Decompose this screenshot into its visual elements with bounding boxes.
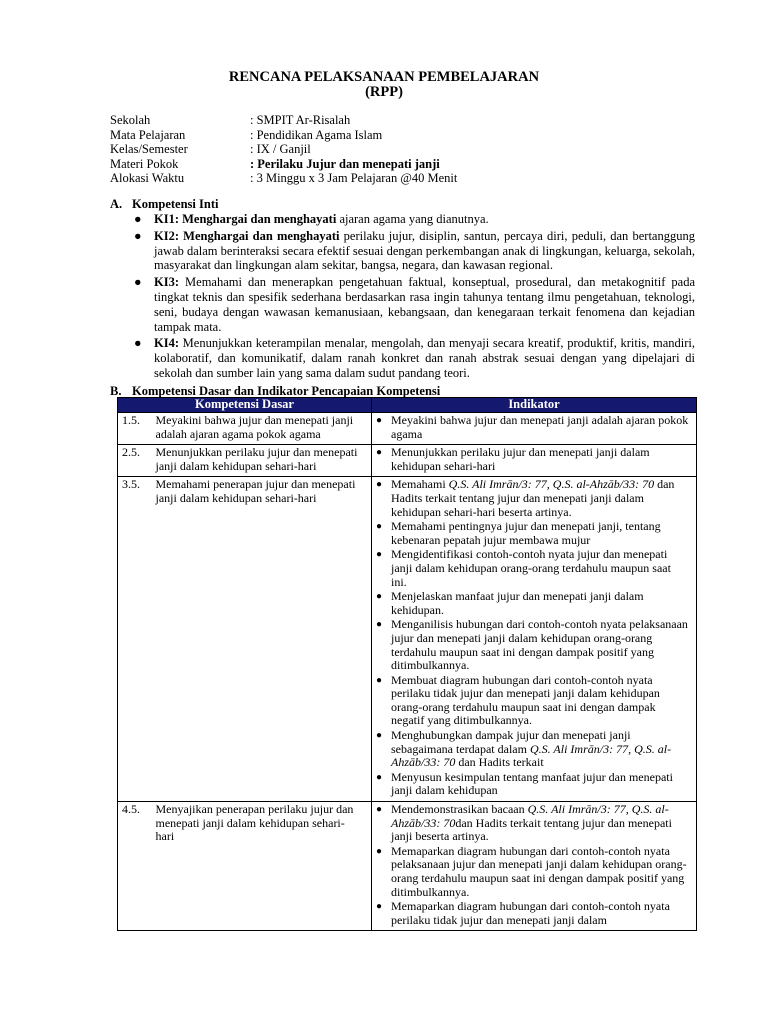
indikator-item [376,618,693,672]
indikator-item [376,590,693,617]
ki-text: ajaran agama yang dianutnya. [336,212,489,226]
ki-head: KI1: Menghargai dan menghayati [154,212,337,226]
bullet-icon: ● [376,619,383,631]
info-label: Alokasi Waktu [110,171,185,186]
table-row [118,802,697,931]
indikator-text: Menghubungkan dampak jujur dan menepati janji sebagaimana terdapat dalam [391,728,631,756]
info-label: Sekolah [110,113,151,127]
surah-reference: Q.S. Ali Imrān/3: 77, Q.S. al-Ahzāb/33: 70 [391,802,669,830]
surah-reference: Q.S. Ali Imrān/3: 77, Q.S. al-Ahzāb/33: 70 [448,477,655,492]
section-letter: B. [110,384,122,398]
indikator-text: dan Hadits terkait tentang jujur dan menepati janji beserta artinya. [391,815,672,844]
indikator-item [376,520,693,547]
indikator-text: Menyusun kesimpulan tentang manfaat jujur dan menepati janji dalam kehidupan [391,769,673,798]
indikator-item [376,414,693,441]
ki-head: KI2: Menghargai dan menghayati [154,228,340,243]
table-header-row [118,398,697,413]
info-value: : 3 Minggu x 3 Jam Pelajaran @40 Menit [250,171,458,186]
indikator-item [376,446,693,473]
indikator-list [376,478,693,798]
bullet-icon: ● [376,591,383,603]
kd-number: 1.5. [118,413,152,445]
indikator-text: Meyakini bahwa jujur dan menepati janji adalah ajaran pokok agama [391,413,689,441]
bullet-icon: ● [376,479,383,491]
section-a-heading [110,197,218,212]
bullet-icon: ● [376,447,383,459]
indikator-text: Mengidentifikasi contoh-contoh nyata jujur dan menepati janji dalam kehidupan orang-orang terdahulu maupun saat ini. [391,547,671,589]
ki-item [132,212,695,227]
bullet-icon: ● [376,901,383,913]
identity-block [110,113,457,186]
info-row-kelas-semester [110,142,457,157]
header-indikator: Indikator [372,398,697,413]
indikator-text: dan Hadits terkait tentang jujur dan menepati janji dalam kehidupan sehari-hari beserta artinya. [391,477,675,519]
indikator-list [376,803,693,927]
document-title: RENCANA PELAKSANAAN PEMBELAJARAN [228,69,540,85]
indikator-cell [372,802,697,931]
bullet-icon: ● [376,730,383,742]
bullet-icon: ● [376,549,383,561]
table-body [118,413,697,931]
kd-text: Menyajikan penerapan perilaku jujur dan menepati janji dalam kehidupan sehari-hari [152,802,372,931]
indikator-text: Memahami [391,477,449,492]
section-letter: A. [110,197,123,211]
info-value: : Pendidikan Agama Islam [250,127,383,142]
info-value: : IX / Ganjil [250,142,311,157]
kd-text: Menunjukkan perilaku jujur dan menepati janji dalam kehidupan sehari-hari [152,445,372,477]
ki-text: Menunjukkan keterampilan menalar, mengolah, dan menyaji secara kreatif, produktif, kritis, mandiri, kolaboratif, dan komunikatif, dalam ranah konkret dan ranah abstrak sesuai dengan yang dipelajari di sekolah dan sumber lain yang sama dalam sudut pandang teori. [154,336,695,380]
bullet-icon: ● [134,212,142,226]
table-row [118,413,697,445]
info-row-alokasi-waktu [110,171,457,186]
header-kompetensi-dasar: Kompetensi Dasar [118,398,372,413]
kd-text: Meyakini bahwa jujur dan menepati janji adalah ajaran agama pokok agama [152,413,372,445]
bullet-icon: ● [134,228,142,243]
section-title: Kompetensi Inti [132,197,219,211]
indikator-text: Menunjukkan perilaku jujur dan menepati janji dalam kehidupan sehari-hari [391,445,650,473]
kd-number: 2.5. [118,445,152,477]
indikator-item [376,729,693,770]
info-row-sekolah [110,113,457,128]
info-row-materi-pokok [110,157,457,172]
info-row-mata-pelajaran [110,128,457,143]
section-title: Kompetensi Dasar dan Indikator Pencapaian Kompetensi [132,384,441,398]
kompetensi-table [117,397,697,931]
ki-head: KI3: [154,275,179,290]
kompetensi-inti-list [132,212,695,383]
indikator-text: Membuat diagram hubungan dari contoh-contoh nyata perilaku tidak jujur dan menepati janji dalam kehidupan orang-orang terdahulu maupun saat ini dengan dampak negatif yang ditimbulkannya. [391,672,660,728]
indikator-item [376,674,693,728]
bullet-icon: ● [376,804,383,816]
bullet-icon: ● [376,771,383,783]
indikator-text: Memaparkan diagram hubungan dari contoh-contoh nyata pelaksanaan jujur dan menepati janji dalam kehidupan orang-orang terdahulu maupun saat ini dengan dampak positif yang ditimbulkannya. [391,843,687,899]
table-row [118,477,697,802]
indikator-item [376,771,693,798]
info-value: : SMPIT Ar-Risalah [250,113,351,127]
indikator-cell [372,477,697,802]
ki-item [132,275,695,334]
indikator-item [376,803,693,844]
indikator-text: Mendemonstrasikan bacaan [391,802,528,817]
info-value: : Perilaku Jujur dan menepati janji [250,156,440,171]
indikator-list [376,414,693,441]
info-label: Materi Pokok [110,156,179,171]
ki-head: KI4: [154,336,179,351]
indikator-item [376,478,693,519]
ki-text: perilaku jujur, disiplin, santun, percaya diri, peduli, dan bertanggung jawab dalam berinteraksi secara efektif sesuai dengan perkembangan anak di lingkungan, keluarga, sekolah, masyarakat dan lingkungan alam sekitar, bangsa, negara, dan kawasan regional. [154,228,695,273]
bullet-icon: ● [376,415,383,426]
indikator-cell [372,413,697,445]
kd-text: Memahami penerapan jujur dan menepati janji dalam kehidupan sehari-hari [152,477,372,802]
ki-item [132,229,695,273]
indikator-item [376,845,693,899]
indikator-text: Menganilisis hubungan dari contoh-contoh nyata pelaksanaan jujur dan menepati janji dalam kehidupan orang-orang terdahulu maupun saat ini dengan dampak positif yang ditimbulkannya. [391,617,688,673]
bullet-icon: ● [376,521,383,533]
indikator-item [376,900,693,927]
bullet-icon: ● [134,336,142,351]
indikator-text: Memahami pentingnya jujur dan menepati janji, tentang kebenaran pepatah jujur membawa mujur [391,519,661,547]
indikator-list [376,446,693,473]
kd-number: 4.5. [118,802,152,931]
indikator-text: Memaparkan diagram hubungan dari contoh-contoh nyata perilaku tidak jujur dan menepati janji dalam [391,899,670,927]
surah-reference: Q.S. Ali Imrān/3: 77, Q.S. al-Ahzāb/33: 70 [391,741,672,770]
info-label: Mata Pelajaran [110,127,186,142]
table-row [118,445,697,477]
indikator-text: Menjelaskan manfaat jujur dan menepati janji dalam kehidupan. [391,589,644,617]
ki-text: Memahami dan menerapkan pengetahuan faktual, konseptual, prosedural, dan metakognitif pada tingkat teknis dan spesifik sederhana berdasarkan rasa ingin tahunya tentang ilmu pengetahuan, teknologi, seni, budaya dengan wawasan kemanusiaan, kebangsaan, dan kenegaraan terkait fenomena dan kejadian tampak mata. [154,275,695,334]
bullet-icon: ● [376,845,383,857]
ki-item [132,336,695,380]
bullet-icon: ● [376,674,383,686]
indikator-item [376,548,693,589]
indikator-cell [372,445,697,477]
kd-number: 3.5. [118,477,152,802]
indikator-text: dan Hadits terkait [455,755,544,770]
info-label: Kelas/Semester [110,142,188,157]
bullet-icon: ● [134,275,142,290]
document-subtitle: (RPP) [365,84,403,100]
